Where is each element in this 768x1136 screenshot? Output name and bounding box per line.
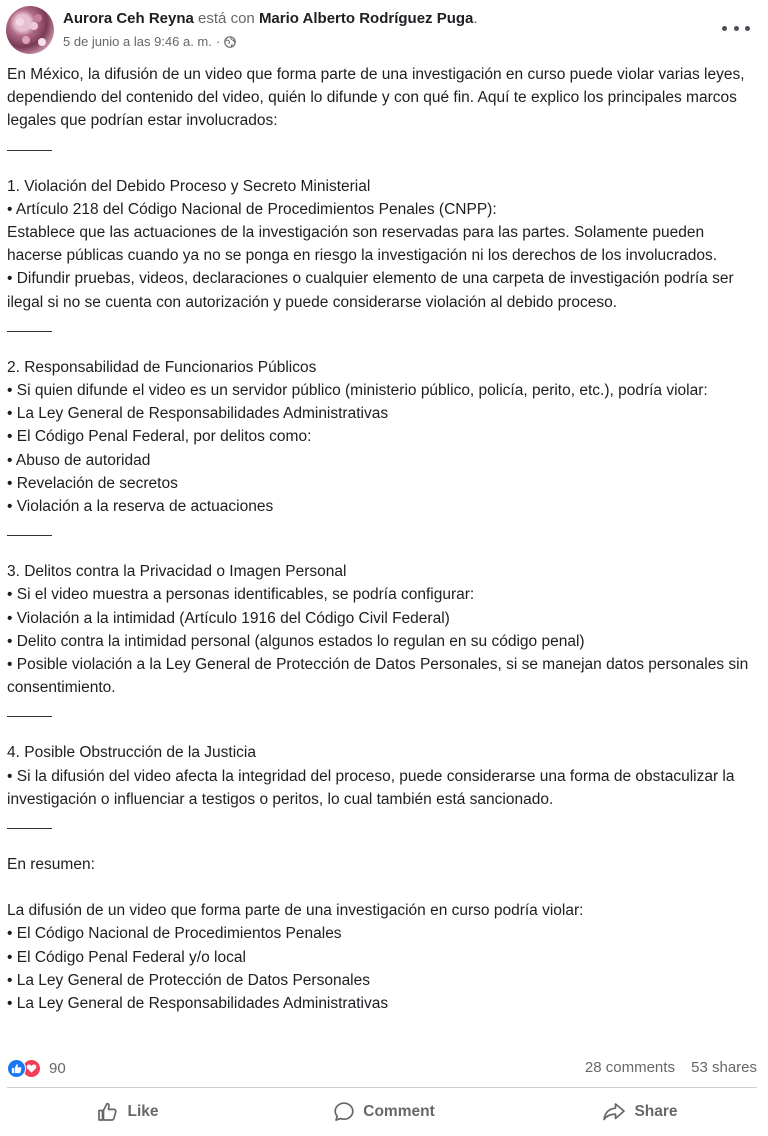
- bullet-item: • Si la difusión del video afecta la integridad del proceso, puede considerarse una forma de obstaculizar la investigación o influenciar a testigos o peritos, lo cual también está sancionado.: [7, 767, 735, 808]
- section-title: 3. Delitos contra la Privacidad o Imagen Personal: [7, 563, 347, 581]
- bullet-item: • Violación a la reserva de actuaciones: [7, 498, 274, 516]
- comments-count[interactable]: 28 comments: [584, 1059, 675, 1076]
- section-title: 4. Posible Obstrucción de la Justicia: [7, 744, 256, 762]
- avatar[interactable]: [6, 6, 54, 54]
- section-title: 2. Responsabilidad de Funcionarios Públicos: [7, 358, 317, 376]
- share-button[interactable]: [512, 1092, 768, 1132]
- reaction-count[interactable]: 90: [49, 1059, 66, 1077]
- divider: [7, 716, 52, 717]
- post-meta: [63, 34, 236, 49]
- post-timestamp[interactable]: 5 de junio a las 9:46 a. m.: [63, 34, 212, 49]
- comment-label: Comment: [363, 1103, 435, 1120]
- meta-separator: ·: [215, 34, 221, 49]
- divider: [7, 535, 52, 536]
- comment-icon: [333, 1101, 355, 1123]
- intro-paragraph: En México, la difusión de un video que forma parte de una investigación en curso puede violar varias leyes, dependiendo del contenido del video, quién lo difunde y con qué fin. Aquí te explico los principales marcos legales que podrían estar involucrados:: [7, 66, 745, 130]
- post-header: [0, 0, 768, 60]
- like-button[interactable]: [0, 1092, 256, 1132]
- bullet-item: • Si quien difunde el video es un servidor público (ministerio público, policía, perito, etc.), podría violar:: [7, 382, 708, 400]
- bullet-item: • La Ley General de Responsabilidades Administrativas: [7, 405, 389, 423]
- summary-intro: La difusión de un video que forma parte de una investigación en curso podría violar:: [7, 902, 584, 920]
- comment-button[interactable]: [256, 1092, 512, 1132]
- bullet-item: • Artículo 218 del Código Nacional de Procedimientos Penales (CNPP):: [7, 200, 497, 218]
- bullet-item: • El Código Penal Federal, por delitos como:: [7, 428, 312, 446]
- reactions-summary[interactable]: [7, 1057, 66, 1079]
- thumbs-up-icon: [97, 1102, 119, 1122]
- with-text: está con: [198, 10, 255, 27]
- shares-count[interactable]: 53 shares: [691, 1059, 757, 1076]
- bullet-item: • Difundir pruebas, videos, declaraciones o cualquier elemento de una carpeta de investigación podría ser ilegal si no se cuenta con autorización y puede considerarse violación al debido proceso.: [7, 270, 734, 311]
- post-text: [7, 63, 763, 1015]
- divider: [7, 150, 52, 151]
- summary-title: En resumen:: [7, 856, 95, 874]
- bullet-item: • Revelación de secretos: [7, 474, 178, 492]
- bullet-item: • Delito contra la intimidad personal (algunos estados lo regulan en su código penal): [7, 632, 585, 650]
- section-title: 1. Violación del Debido Proceso y Secreto Ministerial: [7, 177, 371, 195]
- bullet-item: • Si el video muestra a personas identificables, se podría configurar:: [7, 586, 475, 604]
- bullet-item: • El Código Nacional de Procedimientos Penales: [7, 925, 342, 943]
- divider: [7, 828, 52, 829]
- globe-icon: [224, 36, 236, 48]
- share-icon: [602, 1102, 626, 1122]
- bullet-item: • Posible violación a la Ley General de Protección de Datos Personales, si se manejan datos personales sin consentimiento.: [7, 656, 749, 697]
- author-name[interactable]: Aurora Ceh Reyna: [63, 10, 194, 27]
- more-options-button[interactable]: [722, 18, 750, 38]
- more-horizontal-icon: [722, 26, 727, 31]
- engagement-counts: [585, 1059, 757, 1076]
- period: .: [473, 10, 478, 27]
- post-author-line: [63, 10, 478, 27]
- share-label: Share: [634, 1103, 678, 1120]
- post-actions: [0, 1092, 768, 1132]
- bullet-item: • El Código Penal Federal y/o local: [7, 948, 246, 966]
- like-label: Like: [127, 1103, 159, 1120]
- bullet-item: • Abuso de autoridad: [7, 451, 151, 469]
- bullet-item: • La Ley General de Responsabilidades Administrativas: [7, 995, 389, 1013]
- divider: [7, 331, 52, 332]
- divider: [7, 1087, 757, 1088]
- paragraph: Establece que las actuaciones de la investigación son reservadas para las partes. Solamente pueden hacerse públicas cuando ya no se ponga en riesgo la investigación ni los derechos de los involucrados.: [7, 224, 718, 265]
- bullet-item: • La Ley General de Protección de Datos Personales: [7, 971, 371, 989]
- bullet-item: • Violación a la intimidad (Artículo 1916 del Código Civil Federal): [7, 609, 450, 627]
- tagged-name[interactable]: Mario Alberto Rodríguez Puga: [258, 10, 474, 27]
- like-icon: [7, 1059, 26, 1078]
